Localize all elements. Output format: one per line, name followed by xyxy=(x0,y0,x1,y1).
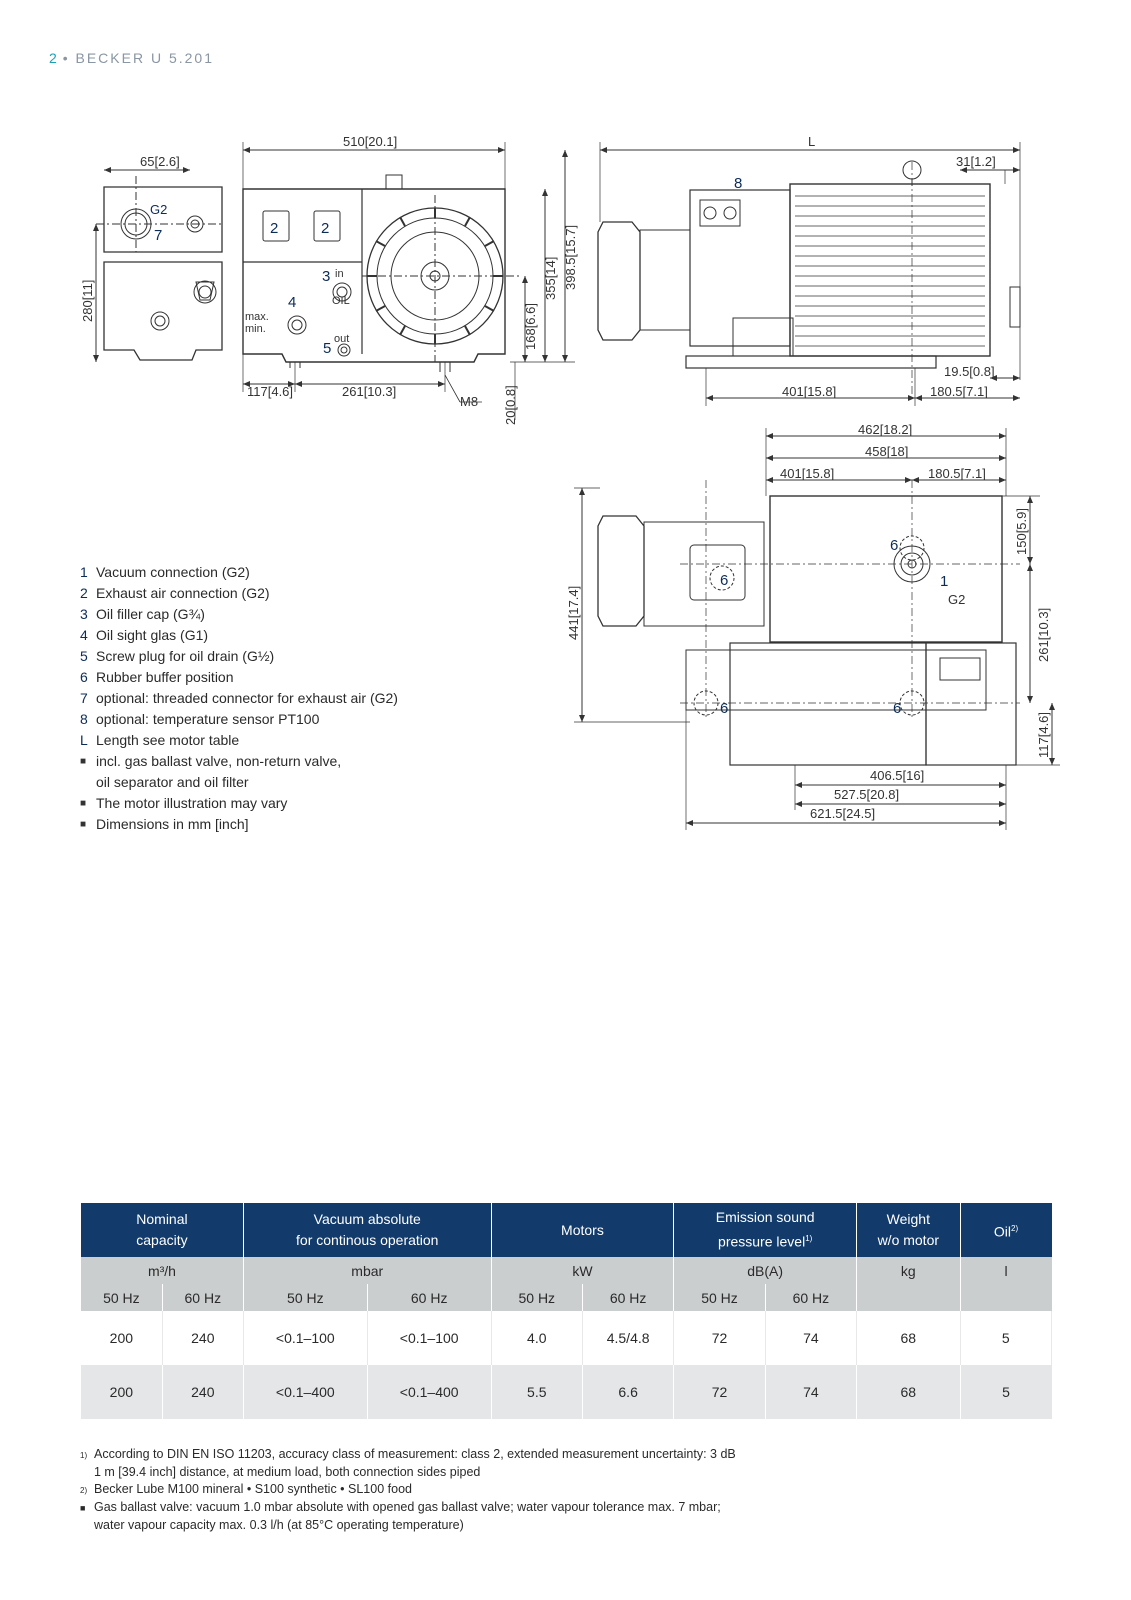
hz-50: 50 Hz xyxy=(81,1284,162,1311)
dim-front-height-axis: 355[14] xyxy=(543,256,558,300)
dim-top-261: 261[10.3] xyxy=(1036,607,1051,662)
header-motors: Motors xyxy=(491,1203,674,1257)
label-min: min. xyxy=(245,323,266,335)
hz-empty xyxy=(857,1284,961,1311)
callout-2a: 2 xyxy=(270,220,279,237)
legend-item: L Length see motor table xyxy=(80,732,240,748)
dim-top-621: 621.5[24.5] xyxy=(810,806,876,821)
cell: 68 xyxy=(857,1365,961,1419)
dim-top-458: 458[18] xyxy=(865,444,909,459)
footnote-3-cont: water vapour capacity max. 0.3 l/h (at 85°C operating temperature) xyxy=(94,1518,464,1532)
hz-50: 50 Hz xyxy=(243,1284,367,1311)
callout-6-bottom-right: 6 xyxy=(893,700,902,717)
table-header-row xyxy=(81,1203,1052,1257)
dim-foot-offset: 117[4.6] xyxy=(247,384,294,399)
header-weight: Weight w/o motor xyxy=(857,1203,961,1257)
footnote-2: 2) Becker Lube M100 mineral • S100 synthetic • SL100 food xyxy=(80,1482,412,1496)
cell: 74 xyxy=(765,1311,856,1365)
side-view-motor xyxy=(598,161,1020,368)
cell: 72 xyxy=(674,1365,765,1419)
callout-5: 5 xyxy=(323,340,332,357)
label-thread: M8 xyxy=(460,394,479,409)
cell: 240 xyxy=(162,1365,243,1419)
legend-item: 8 optional: temperature sensor PT100 xyxy=(80,711,320,727)
dim-top-180: 180.5[7.1] xyxy=(928,466,986,481)
callout-1: 1 xyxy=(940,573,949,590)
footnote-1: 1) According to DIN EN ISO 11203, accuracy class of measurement: class 2, extended measurement uncertainty: 3 dB xyxy=(80,1447,736,1461)
dim-foot-spacing: 261[10.3] xyxy=(342,384,397,399)
header-vacuum: Vacuum absolute for continous operation xyxy=(243,1203,491,1257)
table-units-row xyxy=(81,1257,1052,1284)
unit-motors: kW xyxy=(491,1257,674,1284)
dim-length: L xyxy=(808,134,816,149)
legend-item: 1 Vacuum connection (G2) xyxy=(80,564,250,580)
callout-6-top: 6 xyxy=(890,537,899,554)
cell: 6.6 xyxy=(582,1365,673,1419)
hz-50: 50 Hz xyxy=(491,1284,582,1311)
hz-50: 50 Hz xyxy=(674,1284,765,1311)
cell: 200 xyxy=(81,1365,162,1419)
legend-bullet: ■ incl. gas ballast valve, non-return valve, xyxy=(80,753,342,769)
header-emission: Emission sound pressure level$^{1)}$ xyxy=(674,1203,857,1257)
dim-side-offset: 65[2.6] xyxy=(140,154,180,169)
cell: 240 xyxy=(162,1311,243,1365)
dim-front-width: 510[20.1] xyxy=(343,134,398,149)
unit-oil: l xyxy=(960,1257,1051,1284)
dim-front-height-total: 398.5[15.7] xyxy=(563,224,578,290)
callout-2b: 2 xyxy=(321,220,330,237)
dim-top-462: 462[18.2] xyxy=(858,422,913,437)
dim-top-406: 406.5[16] xyxy=(870,768,925,783)
cell: 68 xyxy=(857,1311,961,1365)
label-oil: OIL xyxy=(332,295,350,307)
spec-table xyxy=(81,1203,1052,1419)
dim-front-height-oil: 168[6.6] xyxy=(523,303,538,350)
callout-3: 3 xyxy=(322,268,331,285)
header-nominal: Nominal capacity xyxy=(81,1203,243,1257)
header-separator: • xyxy=(62,50,70,66)
table-row xyxy=(81,1311,1052,1365)
document-title: BECKER U 5.201 xyxy=(75,50,214,66)
dim-base-overhang: 180.5[7.1] xyxy=(930,384,988,399)
label-g2-top: G2 xyxy=(948,592,966,607)
table-hz-row xyxy=(81,1284,1052,1311)
callout-7: 7 xyxy=(154,227,163,244)
hz-empty xyxy=(960,1284,1051,1311)
legend-bullet: ■ The motor illustration may vary xyxy=(80,795,288,811)
unit-capacity: m³/h xyxy=(81,1257,243,1284)
label-max: max. xyxy=(245,311,269,323)
footnotes xyxy=(80,1446,736,1534)
footnote-3: ■ Gas ballast valve: vacuum 1.0 mbar absolute with opened gas ballast valve; water vapour tolerance max. 7 mbar; xyxy=(80,1500,721,1514)
legend-item: 3 Oil filler cap (G¾) xyxy=(80,606,205,622)
cell: 5 xyxy=(960,1311,1051,1365)
legend-item: 6 Rubber buffer position xyxy=(80,669,234,685)
callout-4: 4 xyxy=(288,294,297,311)
label-g2-side: G2 xyxy=(150,202,168,217)
cell: <0.1–100 xyxy=(243,1311,367,1365)
hz-60: 60 Hz xyxy=(765,1284,856,1311)
dim-base-length: 401[15.8] xyxy=(782,384,837,399)
legend-item: 5 Screw plug for oil drain (G½) xyxy=(80,648,275,664)
cell: 5.5 xyxy=(491,1365,582,1419)
legend-bullet: ■ Dimensions in mm [inch] xyxy=(80,816,249,832)
callout-6-left: 6 xyxy=(720,572,729,589)
dim-top-527: 527.5[20.8] xyxy=(834,787,900,802)
hz-60: 60 Hz xyxy=(582,1284,673,1311)
cell: 4.5/4.8 xyxy=(582,1311,673,1365)
hz-60: 60 Hz xyxy=(162,1284,243,1311)
unit-weight: kg xyxy=(857,1257,961,1284)
legend-item: 4 Oil sight glas (G1) xyxy=(80,627,209,643)
dim-top-441: 441[17.4] xyxy=(566,585,581,640)
legend-item: 2 Exhaust air connection (G2) xyxy=(80,585,270,601)
cell: 4.0 xyxy=(491,1311,582,1365)
dim-top-117: 117[4.6] xyxy=(1036,711,1051,758)
cell: 200 xyxy=(81,1311,162,1365)
cell: 72 xyxy=(674,1311,765,1365)
dim-top-right: 31[1.2] xyxy=(956,154,996,169)
legend-bullet-cont: oil separator and oil filter xyxy=(96,774,249,790)
hz-60: 60 Hz xyxy=(367,1284,491,1311)
label-out: out xyxy=(334,333,350,345)
page-number: 2 xyxy=(49,50,57,66)
dim-top-401: 401[15.8] xyxy=(780,466,835,481)
callout-8: 8 xyxy=(734,175,743,192)
legend xyxy=(80,562,398,835)
cell: <0.1–400 xyxy=(243,1365,367,1419)
callout-6-bottom-left: 6 xyxy=(720,700,729,717)
dim-front-foot: 20[0.8] xyxy=(503,385,518,425)
table-row xyxy=(81,1365,1052,1419)
cell: <0.1–100 xyxy=(367,1311,491,1365)
legend-item: 7 optional: threaded connector for exhaust air (G2) xyxy=(80,690,398,706)
unit-vacuum: mbar xyxy=(243,1257,491,1284)
dim-bottom-right: 19.5[0.8] xyxy=(944,364,995,379)
label-in: in xyxy=(335,268,344,280)
front-view xyxy=(243,175,520,372)
dim-side-height: 280[11] xyxy=(80,279,95,322)
cell: <0.1–400 xyxy=(367,1365,491,1419)
unit-sound: dB(A) xyxy=(674,1257,857,1284)
cell: 74 xyxy=(765,1365,856,1419)
cell: 5 xyxy=(960,1365,1051,1419)
header-oil: Oil$^{2)}$ xyxy=(960,1203,1051,1257)
footnote-1-cont: 1 m [39.4 inch] distance, at medium load, both connection sides piped xyxy=(94,1465,481,1479)
dim-top-150: 150[5.9] xyxy=(1014,508,1029,555)
